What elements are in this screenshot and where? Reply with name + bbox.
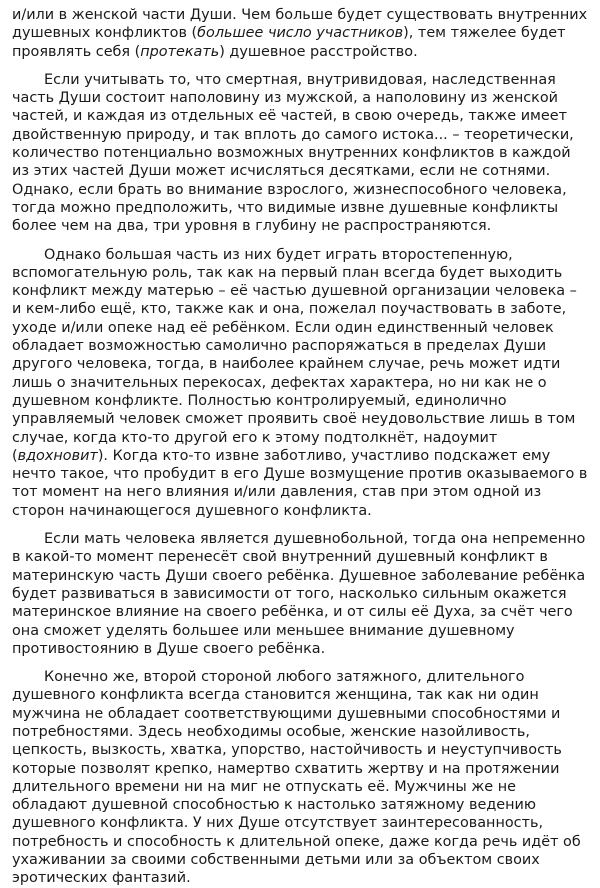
text-run: Конечно же, второй стороной любого затяжного, длительного душевного конфликта всегда становится женщина, так как ни один мужчина не обладает соответствующими душевными способностями и потребностями. Здесь необходимы особые, женские назойливость, цепкость, вызкость, хватка, упорство, настойчивость и неуступчивость которые позволят крепко, намертво схватить жертву и на протяжении длительного времени ни на миг не отпускать её. Мужчины же не обладают душевной способностью к настолько затяжному ведению душевного конфликта. У них Душе отсутствует заинтересованность, потребность и способность к длительной опеке, даже когда речь идёт об ухаживании за своими собственными детьми или за объектом своих эротических фантазий. (12, 669, 581, 887)
text-run: ) душевное расстройство. (219, 43, 418, 60)
italic-text-run: вдохновит (17, 447, 98, 464)
paragraph (12, 246, 590, 520)
italic-text-run: протекать (140, 43, 220, 60)
text-run: ), тем тяжелее будет проявлять себя ( (12, 25, 566, 60)
paragraph (12, 71, 590, 236)
italic-text-run: большее число участников (197, 25, 404, 42)
text-run: Однако большая часть из них будет играть второстепенную, вспомогательную роль, так как на первый план всегда будет выходить конфликт между матерью – её частью душевной организации человека – и кем-либо ещё, кто, также как и она, пожелал поучаствовать в заботе, уходе и/или опеке над её ребёнком. Если один единственный человек обладает возможностью самолично распоряжаться в пределах Души другого человека, тогда, в наиболее крайнем случае, речь может идти лишь о значительных перекосах, дефектах характера, но ни как не о душевном конфликте. Полностью контролируемый, единолично управляемый человек сможет проявить своё неудовольствие лишь в том случае, когда кто-то другой его к этому подтолкнёт, надоумит ( (12, 246, 577, 464)
text-run: Если учитывать то, что смертная, внутривидовая, наследственная часть Души состоит наполовину из мужской, а наполовину из женской частей, и каждая из отдельных её частей, в свою очередь, также имеет двойственную природу, и так вплоть до самого истока... – теоретически, количество потенциально возможных внутренних конфликтов в каждой из этих частей Души может исчисляться десятками, если не сотнями. Однако, если брать во внимание взрослого, жизнеспособного человека, тогда можно предположить, что видимые извне душевные конфликты более чем на два, три уровня в глубину не распространяются. (12, 71, 574, 235)
text-run: и/или в женской части Души. Чем больше будет существовать внутренних душевных конфликтов ( (12, 7, 588, 42)
paragraph (12, 668, 590, 888)
text-run: ). Когда кто-то извне заботливо, участливо подскажет ему нечто такое, что пробудит в его Душе возмущение против оказываемого в тот момент на него влияния и/или давления, став при этом одной из сторон начинающегося душевного конфликта. (12, 447, 588, 519)
paragraph (12, 6, 590, 61)
paragraph (12, 530, 590, 658)
text-run: Если мать человека является душевнобольной, тогда она непременно в какой-то момент перенесёт свой внутренний душевный конфликт в материнскую часть Души своего ребёнка. Душевное заболевание ребёнка будет развиваться в зависимости от того, насколько сильным окажется материнское влияние на своего ребёнка, и от силы её Духа, за счёт чего она сможет уделять большее или меньшее внимание душевному противостоянию в Душе своего ребёнка. (12, 531, 586, 657)
